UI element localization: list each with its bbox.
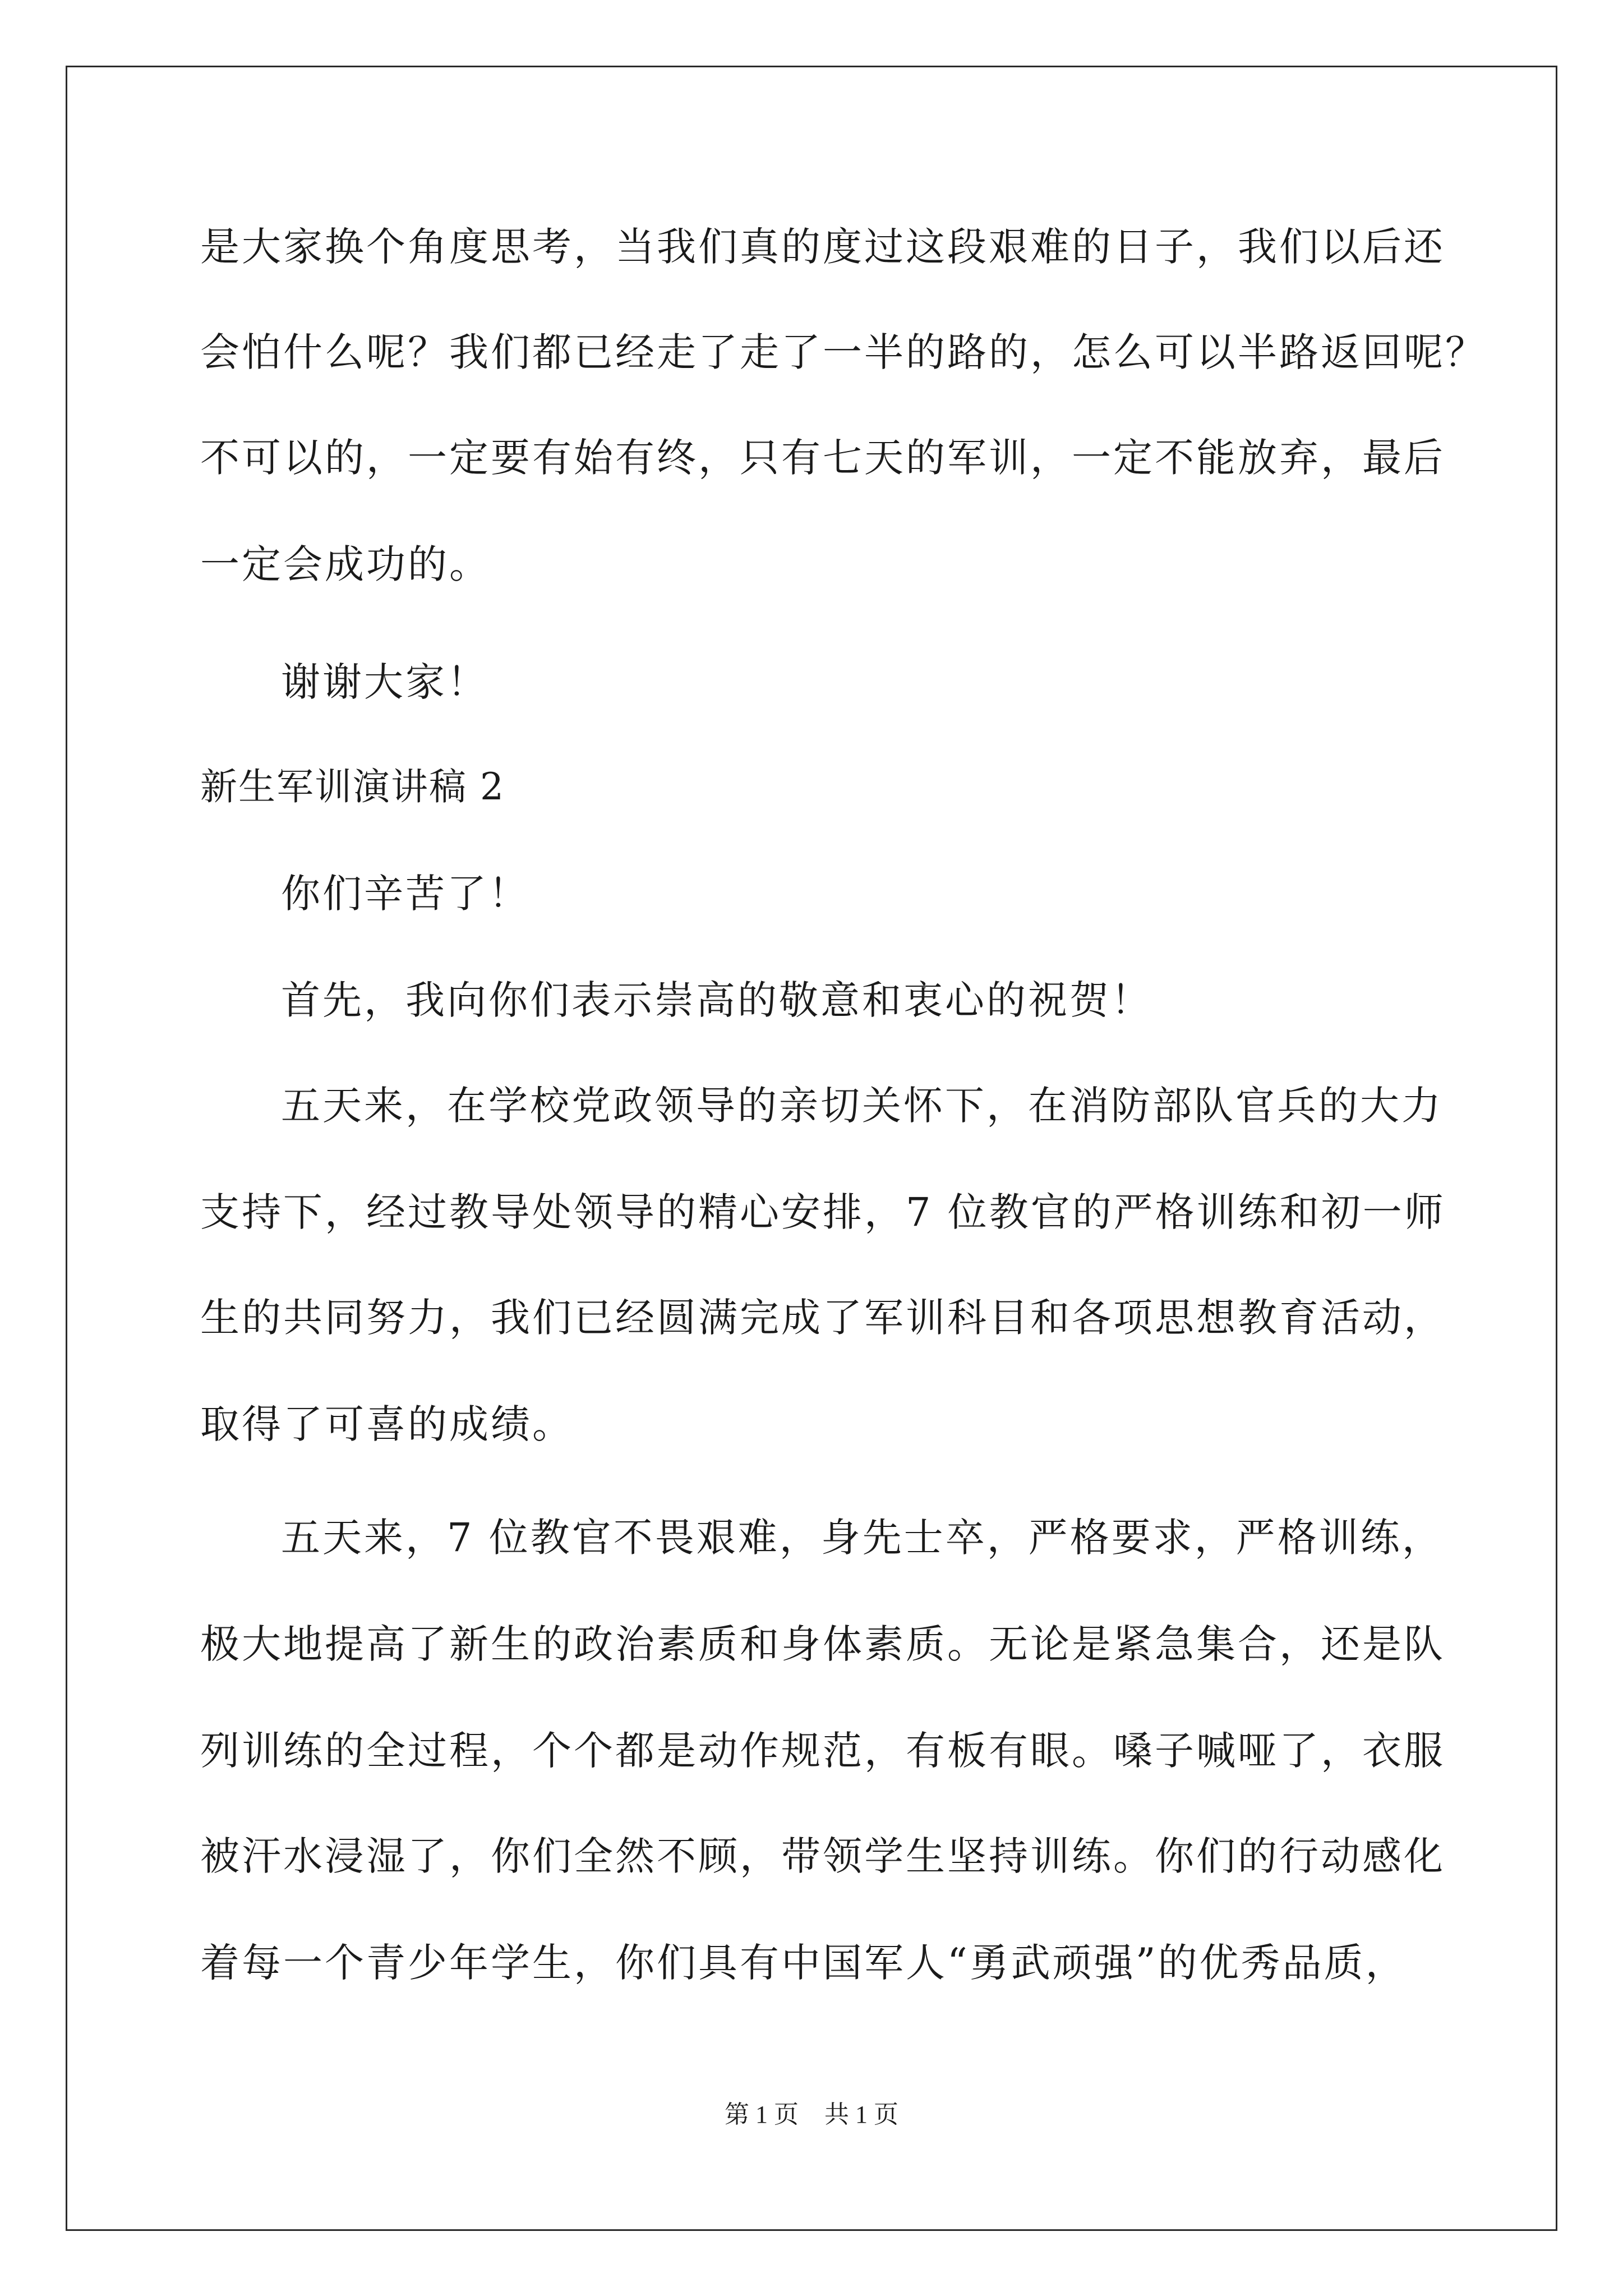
page-number: 第 1 页: [725, 2101, 799, 2128]
paragraph-line: 首先，我向你们表示崇高的敬意和衷心的祝贺！: [281, 977, 1152, 1023]
paragraph-line: 是大家换个角度思考，当我们真的度过这段艰难的日子，我们以后还: [200, 224, 1445, 270]
closing-line: 谢谢大家！: [281, 659, 488, 705]
paragraph-line: 五天来，7 位教官不畏艰难，身先士卒，严格要求，严格训练，: [281, 1515, 1444, 1561]
greeting-line: 你们辛苦了！: [281, 871, 530, 917]
section-heading: 新生军训演讲稿 2: [200, 765, 505, 808]
paragraph-line: 极大地提高了新生的政治素质和身体素质。无论是紧急集合，还是队: [200, 1621, 1445, 1667]
paragraph-line: 着每一个青少年学生，你们具有中国军人“勇武顽强”的优秀品质，: [200, 1940, 1407, 1986]
paragraph-line: 一定会成功的。: [200, 541, 491, 587]
paragraph-line: 五天来，在学校党政领导的亲切关怀下，在消防部队官兵的大力: [281, 1083, 1443, 1129]
paragraph-line: 取得了可喜的成绩。: [200, 1401, 574, 1447]
paragraph-line: 不可以的，一定要有始有终，只有七天的军训，一定不能放弃，最后: [200, 435, 1445, 481]
page-footer: [0, 2098, 1623, 2132]
paragraph-line: 支持下，经过教导处领导的精心安排，7 位教官的严格训练和初一师: [200, 1189, 1446, 1235]
paragraph-line: 生的共同努力，我们已经圆满完成了军训科目和各项思想教育活动，: [200, 1295, 1445, 1341]
page-border: [66, 66, 1557, 2231]
paragraph-line: 被汗水浸湿了，你们全然不顾，带领学生坚持训练。你们的行动感化: [200, 1833, 1445, 1879]
paragraph-line: 会怕什么呢？我们都已经走了走了一半的路的，怎么可以半路返回呢？: [200, 329, 1487, 375]
paragraph-line: 列训练的全过程，个个都是动作规范，有板有眼。嗓子喊哑了，衣服: [200, 1728, 1445, 1774]
page-total: 共 1 页: [824, 2101, 898, 2128]
